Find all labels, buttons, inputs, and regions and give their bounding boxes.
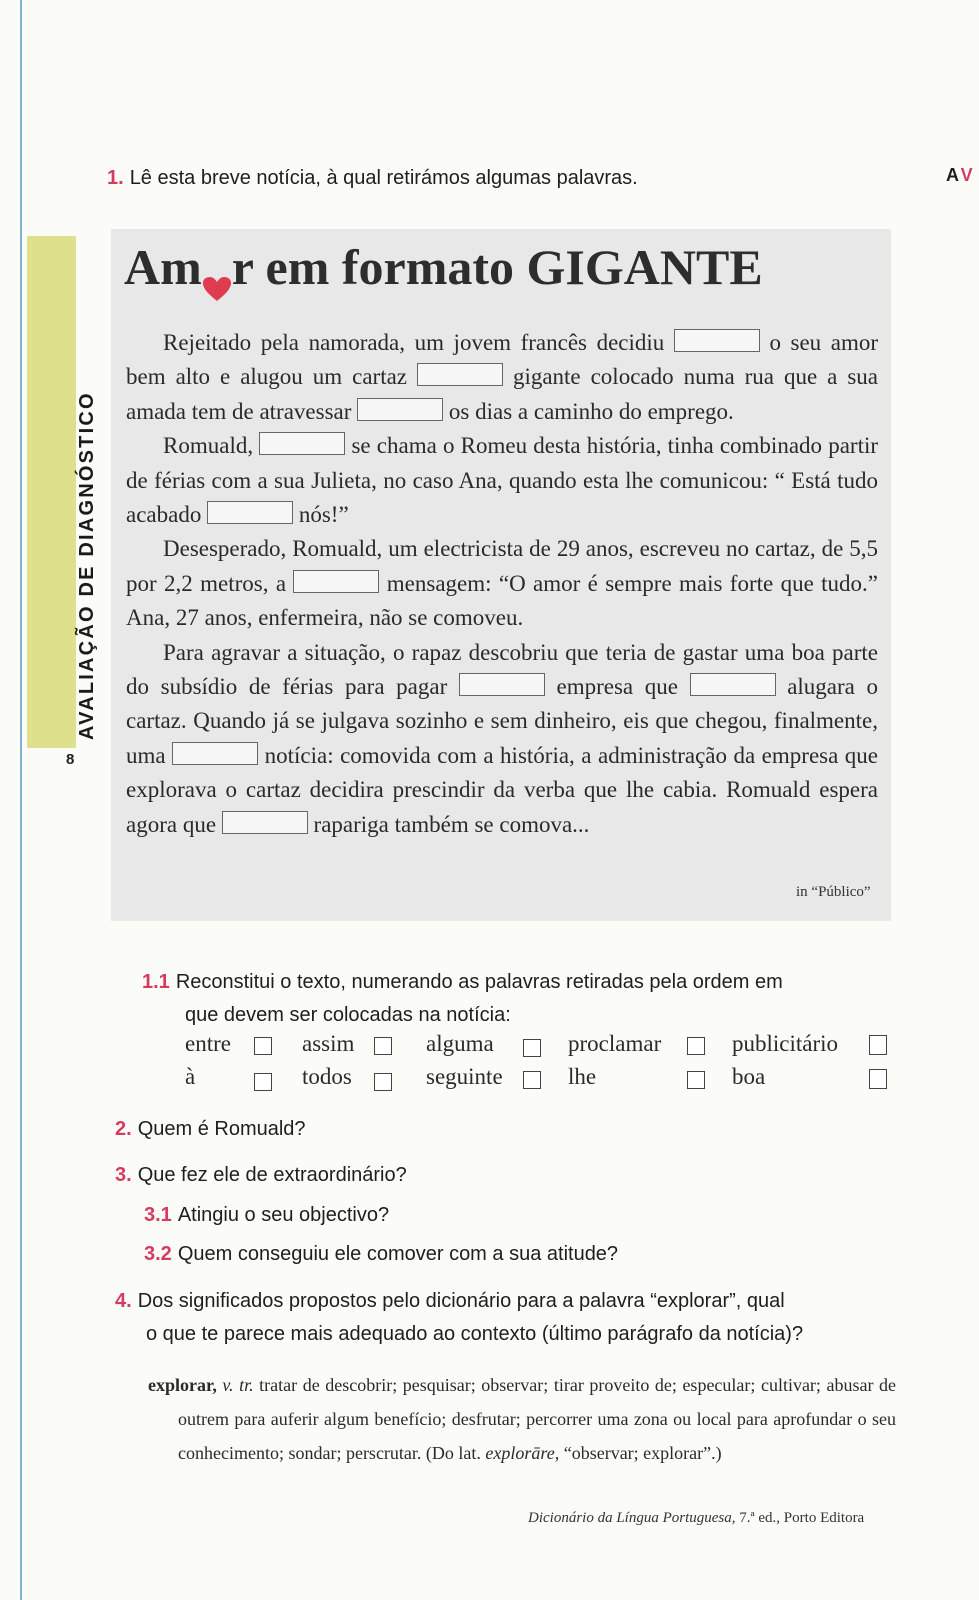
question-2 xyxy=(115,1113,306,1146)
question-number: 4. xyxy=(115,1290,132,1312)
question-number: 3. xyxy=(115,1164,132,1186)
question-3 xyxy=(115,1159,407,1192)
question-text: Dos significados propostos pelo dicionário para a palavra “explorar”, qual xyxy=(137,1290,785,1312)
blank-box[interactable] xyxy=(259,432,345,455)
article-paragraph: Para agravar a situação, o rapaz descobriu que teria de gastar uma boa parte do subsídio de férias para pagar empresa que alugara o cartaz. Quando já se julgava sozinho e sem dinheiro, eis que chegou, finalmente, uma notícia: comovida com a história, a administração da empresa que explorava o cartaz decidira prescindir da verba que lhe cabia. Romuald espera agora que rapariga também se comova... xyxy=(126,639,879,837)
checkbox-entre[interactable] xyxy=(254,1037,272,1055)
question-text: Lê esta breve notícia, à qual retirámos algumas palavras. xyxy=(129,167,638,189)
question-text: Quem conseguiu ele comover com a sua atitude? xyxy=(177,1243,619,1265)
question-text: Que fez ele de extraordinário? xyxy=(137,1164,407,1186)
side-tab xyxy=(27,236,76,748)
word-publicitario: publicitário xyxy=(732,1031,839,1056)
blank-box[interactable] xyxy=(222,811,308,834)
side-label: AVALIAÇÃO DE DIAGNÓSTICO xyxy=(76,391,98,740)
checkbox-publicitario[interactable] xyxy=(869,1035,887,1055)
dictionary-etymology-word: explorāre, xyxy=(485,1443,560,1463)
checkbox-a[interactable] xyxy=(254,1073,272,1091)
question-number: 3.1 xyxy=(144,1204,172,1226)
question-3-1 xyxy=(144,1199,389,1232)
article-body xyxy=(126,326,878,842)
blank-box[interactable] xyxy=(207,501,293,524)
word-entre: entre xyxy=(185,1031,231,1056)
checkbox-alguma[interactable] xyxy=(523,1039,541,1057)
header-edge-label: AV xyxy=(946,165,976,185)
question-number: 1.1 xyxy=(142,971,170,993)
question-4-line2: o que te parece mais adequado ao contexto (último parágrafo da notícia)? xyxy=(146,1323,804,1345)
question-text: Reconstitui o texto, numerando as palavras retiradas pela ordem em xyxy=(175,971,783,993)
heart-icon xyxy=(202,256,232,282)
article-source: in “Público” xyxy=(796,884,871,900)
checkbox-assim[interactable] xyxy=(374,1037,392,1055)
dictionary-pos: v. tr. xyxy=(222,1375,254,1395)
word-alguma: alguma xyxy=(426,1031,494,1056)
word-assim: assim xyxy=(302,1031,355,1056)
checkbox-seguinte[interactable] xyxy=(523,1071,541,1089)
question-3-2 xyxy=(144,1238,618,1271)
blank-box[interactable] xyxy=(293,570,379,593)
dictionary-etymology: “observar; explorar”.) xyxy=(563,1443,722,1463)
blank-box[interactable] xyxy=(690,673,776,696)
word-a: à xyxy=(185,1064,196,1089)
word-lhe: lhe xyxy=(568,1064,597,1089)
blank-box[interactable] xyxy=(357,398,443,421)
dictionary-definition: tratar de descobrir; pesquisar; observar; tirar proveito de; especular; cultivar; abusar de outrem para auferir algum benefício; desfrutar; percorrer uma zona ou local para aprofundar o seu conhecimento; sondar; perscrutar. (Do lat. xyxy=(178,1375,897,1463)
article-paragraph: Desesperado, Romuald, um electricista de 29 anos, escreveu no cartaz, de 5,5 por 2,2 metros, a mensagem: “O amor é sempre mais forte que tudo.” Ana, 27 anos, enfermeira, não se comoveu. xyxy=(126,536,878,631)
word-todos: todos xyxy=(302,1064,352,1089)
question-number: 3.2 xyxy=(144,1243,172,1265)
question-1 xyxy=(107,162,638,195)
checkbox-todos[interactable] xyxy=(374,1073,392,1091)
article-paragraph: Rejeitado pela namorada, um jovem francês decidiu o seu amor bem alto e alugou um cartaz gigante colocado numa rua que a sua amada tem de atravessar os dias a caminho do emprego. xyxy=(126,330,879,424)
blank-box[interactable] xyxy=(674,329,760,352)
question-number: 1. xyxy=(107,167,124,189)
page-number: 8 xyxy=(66,751,75,768)
blank-box[interactable] xyxy=(417,363,503,386)
question-number: 2. xyxy=(115,1118,132,1140)
page-binding-line xyxy=(20,0,22,1600)
blank-box[interactable] xyxy=(459,673,545,696)
dictionary-entry xyxy=(148,1368,896,1470)
word-proclamar: proclamar xyxy=(568,1031,662,1056)
question-1-1-line2: que devem ser colocadas na notícia: xyxy=(185,1004,511,1026)
word-boa: boa xyxy=(732,1064,766,1089)
checkbox-boa[interactable] xyxy=(869,1069,887,1089)
article-title: Am r em formato GIGANTE xyxy=(124,238,763,296)
question-1-1 xyxy=(142,966,783,999)
question-text: Quem é Romuald? xyxy=(137,1118,306,1140)
word-seguinte: seguinte xyxy=(426,1064,503,1089)
dictionary-headword: explorar, xyxy=(148,1375,217,1395)
article-paragraph: Romuald, se chama o Romeu desta história, tinha combinado partir de férias com a sua Julieta, no caso Ana, quando esta lhe comunicou: “ Está tudo acabado nós!” xyxy=(126,433,879,528)
blank-box[interactable] xyxy=(172,742,258,765)
checkbox-proclamar[interactable] xyxy=(687,1037,705,1055)
question-4 xyxy=(115,1285,785,1318)
question-text: Atingiu o seu objectivo? xyxy=(177,1204,390,1226)
dictionary-citation: Dicionário da Língua Portuguesa, 7.ª ed., Porto Editora xyxy=(528,1510,865,1526)
checkbox-lhe[interactable] xyxy=(687,1071,705,1089)
